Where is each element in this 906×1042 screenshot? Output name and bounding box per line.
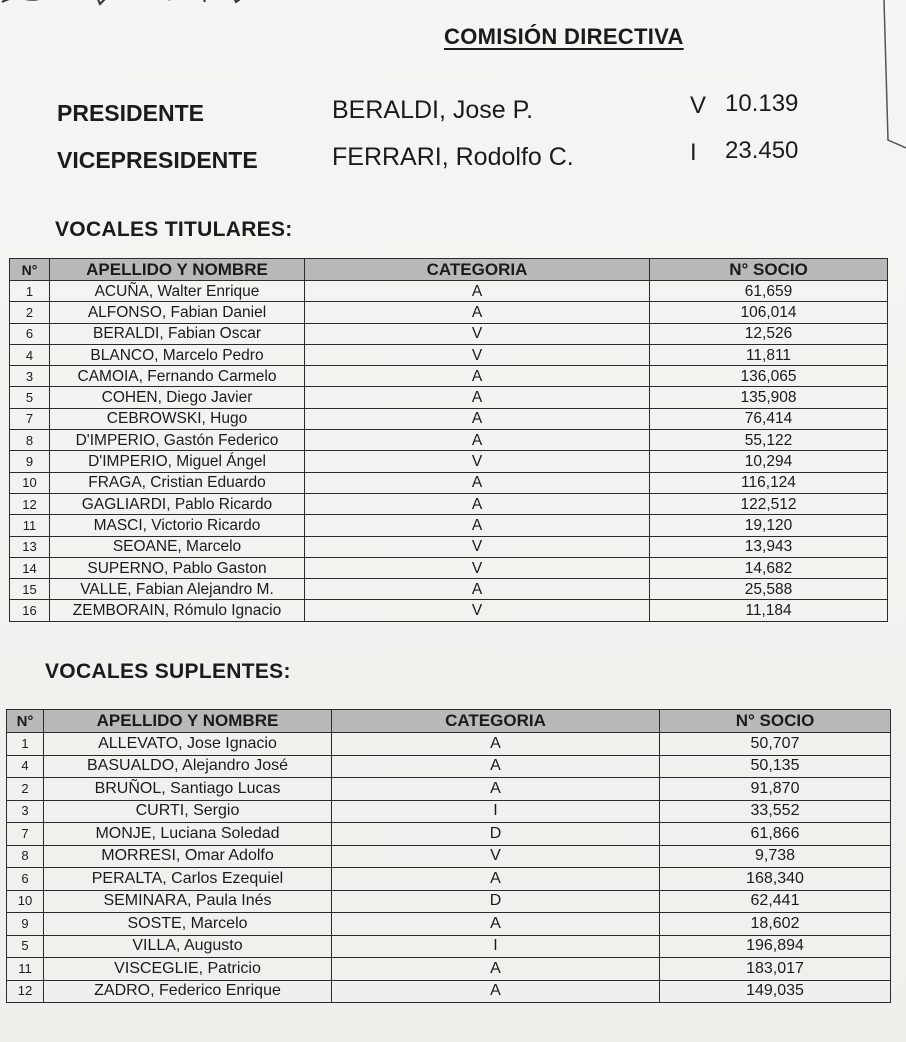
cell-name: VILLA, Augusto (44, 935, 332, 958)
cell-category: A (305, 430, 650, 451)
cell-name: BASUALDO, Alejandro José (44, 755, 332, 778)
cell-member-number: 14,682 (650, 557, 888, 578)
cell-name: BLANCO, Marcelo Pedro (50, 344, 305, 365)
table-row (7, 890, 891, 913)
cell-category: A (305, 302, 650, 323)
column-header-number: N° (10, 259, 50, 281)
officer-name: FERRARI, Rodolfo C. (332, 143, 574, 171)
titulares-table (9, 258, 888, 622)
table-row (7, 800, 891, 823)
cell-number: 4 (7, 755, 44, 778)
cell-number: 6 (7, 868, 44, 891)
cell-member-number: 13,943 (650, 536, 888, 557)
cell-category: A (332, 733, 660, 756)
cell-name: SEMINARA, Paula Inés (44, 890, 332, 913)
cell-category: A (332, 913, 660, 936)
table-row (10, 600, 888, 621)
cell-category: I (332, 935, 660, 958)
table-row (10, 366, 888, 387)
table-row (10, 515, 888, 536)
cell-category: A (305, 515, 650, 536)
cell-category: A (305, 366, 650, 387)
cell-name: ALFONSO, Fabian Daniel (50, 302, 305, 323)
cell-name: D'IMPERIO, Gastón Federico (50, 430, 305, 451)
cell-name: ZEMBORAIN, Rómulo Ignacio (50, 600, 305, 621)
cell-member-number: 196,894 (660, 935, 891, 958)
cell-category: I (332, 800, 660, 823)
cell-name: CURTI, Sergio (44, 800, 332, 823)
cell-name: FRAGA, Cristian Eduardo (50, 472, 305, 493)
cell-number: 8 (10, 430, 50, 451)
cell-category: A (305, 472, 650, 493)
table-header-row (7, 710, 891, 733)
cell-member-number: 61,866 (660, 823, 891, 846)
cell-member-number: 10,294 (650, 451, 888, 472)
table-row (10, 387, 888, 408)
document-title: COMISIÓN DIRECTIVA (444, 24, 684, 49)
cell-name: BERALDI, Fabian Oscar (50, 323, 305, 344)
cell-member-number: 168,340 (660, 868, 891, 891)
handwritten-annotation (0, 0, 270, 18)
table-row (7, 958, 891, 981)
cell-category: A (332, 755, 660, 778)
cell-number: 11 (10, 515, 50, 536)
cell-category: A (305, 579, 650, 600)
section-title-titulares: VOCALES TITULARES: (55, 218, 293, 241)
table-row (7, 755, 891, 778)
table-row (7, 845, 891, 868)
table-row (10, 493, 888, 514)
cell-category: V (305, 451, 650, 472)
cell-member-number: 116,124 (650, 472, 888, 493)
cell-number: 6 (10, 323, 50, 344)
cell-member-number: 55,122 (650, 430, 888, 451)
cell-number: 3 (10, 366, 50, 387)
cell-category: A (305, 408, 650, 429)
cell-category: A (305, 281, 650, 302)
column-header-member-number: N° SOCIO (650, 259, 888, 281)
cell-name: PERALTA, Carlos Ezequiel (44, 868, 332, 891)
cell-name: SUPERNO, Pablo Gaston (50, 557, 305, 578)
cell-number: 1 (7, 733, 44, 756)
cell-member-number: 25,588 (650, 579, 888, 600)
cell-member-number: 136,065 (650, 366, 888, 387)
cell-category: A (332, 980, 660, 1003)
officer-category: V (690, 92, 707, 119)
table-row (10, 451, 888, 472)
suplentes-table (6, 709, 891, 1003)
cell-name: D'IMPERIO, Miguel Ángel (50, 451, 305, 472)
cell-member-number: 135,908 (650, 387, 888, 408)
cell-number: 2 (7, 778, 44, 801)
cell-category: A (332, 868, 660, 891)
section-title-suplentes: VOCALES SUPLENTES: (45, 660, 291, 683)
cell-category: V (332, 845, 660, 868)
cell-name: SEOANE, Marcelo (50, 536, 305, 557)
column-header-member-number: N° SOCIO (660, 710, 891, 733)
cell-category: V (305, 600, 650, 621)
cell-member-number: 33,552 (660, 800, 891, 823)
cell-number: 12 (7, 980, 44, 1003)
table-row (10, 302, 888, 323)
cell-category: V (305, 323, 650, 344)
cell-number: 4 (10, 344, 50, 365)
table-row (10, 344, 888, 365)
column-header-category: CATEGORIA (332, 710, 660, 733)
cell-number: 7 (7, 823, 44, 846)
table-row (10, 281, 888, 302)
table-row (10, 323, 888, 344)
cell-number: 10 (10, 472, 50, 493)
officer-role: PRESIDENTE (57, 100, 204, 126)
cell-member-number: 76,414 (650, 408, 888, 429)
cell-member-number: 106,014 (650, 302, 888, 323)
column-header-name: APELLIDO Y NOMBRE (44, 710, 332, 733)
cell-number: 5 (7, 935, 44, 958)
table-row (10, 536, 888, 557)
cell-category: A (332, 958, 660, 981)
table-row (10, 430, 888, 451)
cell-number: 2 (10, 302, 50, 323)
table-row (7, 823, 891, 846)
cell-member-number: 62,441 (660, 890, 891, 913)
cell-name: VALLE, Fabian Alejandro M. (50, 579, 305, 600)
table-row (10, 408, 888, 429)
table-row (7, 868, 891, 891)
column-header-name: APELLIDO Y NOMBRE (50, 259, 305, 281)
suplentes-body (7, 733, 891, 1003)
cell-number: 11 (7, 958, 44, 981)
cell-name: ALLEVATO, Jose Ignacio (44, 733, 332, 756)
column-header-category: CATEGORIA (305, 259, 650, 281)
cell-number: 14 (10, 557, 50, 578)
cell-member-number: 19,120 (650, 515, 888, 536)
cell-number: 9 (10, 451, 50, 472)
cell-number: 12 (10, 493, 50, 514)
officer-number: 23.450 (725, 137, 799, 164)
column-header-number: N° (7, 710, 44, 733)
cell-category: V (305, 536, 650, 557)
cell-member-number: 50,707 (660, 733, 891, 756)
cell-member-number: 61,659 (650, 281, 888, 302)
cell-number: 9 (7, 913, 44, 936)
cell-name: CEBROWSKI, Hugo (50, 408, 305, 429)
cell-name: ZADRO, Federico Enrique (44, 980, 332, 1003)
cell-member-number: 183,017 (660, 958, 891, 981)
table-row (10, 579, 888, 600)
cell-member-number: 122,512 (650, 493, 888, 514)
cell-category: V (305, 557, 650, 578)
cell-number: 3 (7, 800, 44, 823)
cell-category: A (332, 778, 660, 801)
table-row (7, 913, 891, 936)
cell-number: 7 (10, 408, 50, 429)
cell-number: 13 (10, 536, 50, 557)
cell-name: VISCEGLIE, Patricio (44, 958, 332, 981)
cell-number: 15 (10, 579, 50, 600)
cell-member-number: 149,035 (660, 980, 891, 1003)
cell-number: 1 (10, 281, 50, 302)
cell-number: 5 (10, 387, 50, 408)
titulares-body (10, 281, 888, 622)
cell-name: BRUÑOL, Santiago Lucas (44, 778, 332, 801)
table-row (7, 778, 891, 801)
cell-number: 16 (10, 600, 50, 621)
cell-number: 8 (7, 845, 44, 868)
cell-member-number: 50,135 (660, 755, 891, 778)
cell-name: ACUÑA, Walter Enrique (50, 281, 305, 302)
cell-member-number: 11,811 (650, 344, 888, 365)
cell-name: GAGLIARDI, Pablo Ricardo (50, 493, 305, 514)
cell-name: MORRESI, Omar Adolfo (44, 845, 332, 868)
cell-category: D (332, 890, 660, 913)
cell-name: COHEN, Diego Javier (50, 387, 305, 408)
cell-category: A (305, 387, 650, 408)
table-row (10, 557, 888, 578)
cell-member-number: 12,526 (650, 323, 888, 344)
table-row (7, 733, 891, 756)
cell-name: SOSTE, Marcelo (44, 913, 332, 936)
cell-category: V (305, 344, 650, 365)
cell-name: CAMOIA, Fernando Carmelo (50, 366, 305, 387)
officer-row-vicepresident (0, 137, 906, 187)
cell-member-number: 91,870 (660, 778, 891, 801)
cell-name: MASCI, Victorio Ricardo (50, 515, 305, 536)
cell-name: MONJE, Luciana Soledad (44, 823, 332, 846)
officer-category: I (690, 139, 697, 166)
cell-member-number: 11,184 (650, 600, 888, 621)
table-row (7, 980, 891, 1003)
table-row (7, 935, 891, 958)
cell-member-number: 9,738 (660, 845, 891, 868)
cell-category: A (305, 493, 650, 514)
officer-row-president (0, 90, 906, 140)
table-row (10, 472, 888, 493)
table-header-row (10, 259, 888, 281)
cell-member-number: 18,602 (660, 913, 891, 936)
officer-number: 10.139 (725, 90, 799, 117)
officer-name: BERALDI, Jose P. (332, 96, 534, 124)
cell-number: 10 (7, 890, 44, 913)
cell-category: D (332, 823, 660, 846)
officer-role: VICEPRESIDENTE (57, 147, 258, 173)
